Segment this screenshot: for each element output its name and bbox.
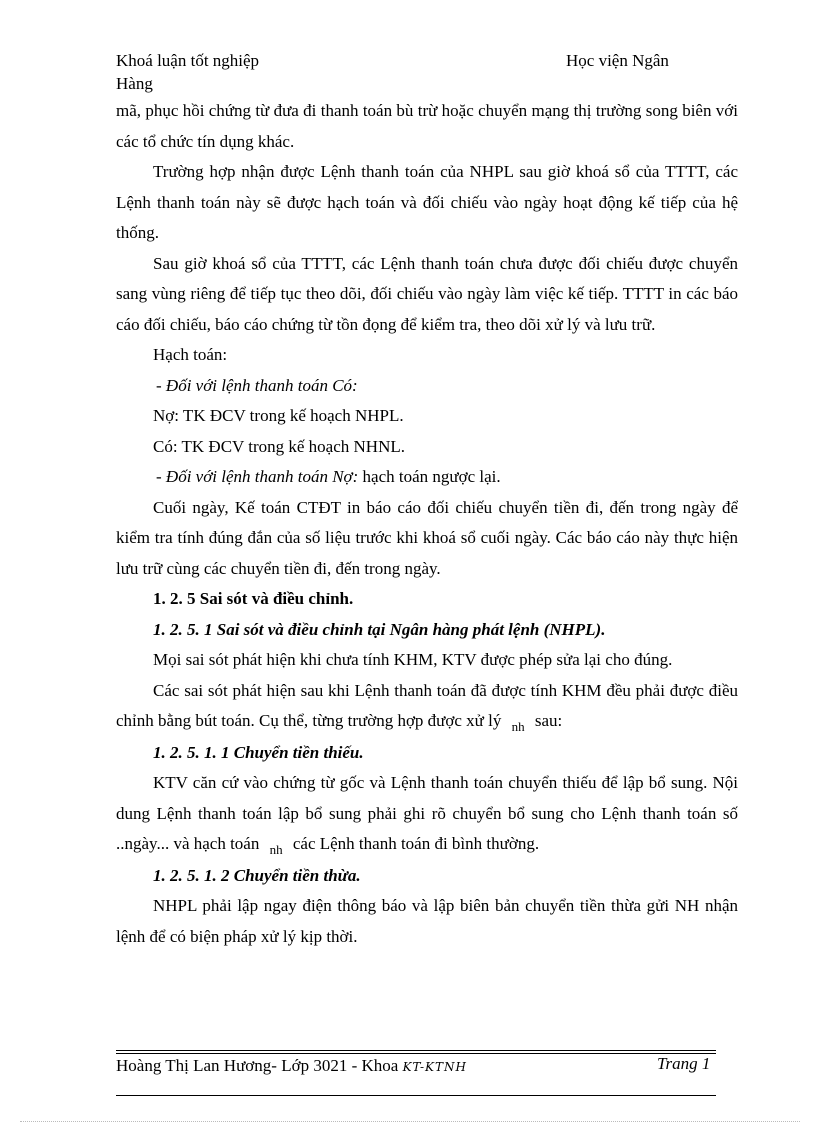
paragraph: Sau giờ khoá sổ của TTTT, các Lệnh thanh toán chưa được đối chiếu được chuyển sang vùng riêng để tiếp tục theo dõi, đối chiếu vào ngày làm việc kế tiếp. TTTT in các báo cáo đối chiếu, báo cáo chứng từ tồn đọng để kiểm tra, theo dõi xử lý và lưu trữ.: [116, 253, 738, 334]
paragraph: Trường hợp nhận được Lệnh thanh toán của NHPL sau giờ khoá sổ của TTTT, các Lệnh thanh toán này sẽ được hạch toán và đối chiếu vào ngày hoạt động kế tiếp của hệ thống.: [116, 162, 738, 242]
header-institution-wrap: Hàng: [116, 74, 153, 93]
paragraph-entry: Nợ: TK ĐCV trong kế hoạch NHPL.: [153, 406, 404, 425]
footer-department: KT-KTNH: [402, 1060, 467, 1074]
paragraph-case: [116, 462, 738, 493]
case-text: hạch toán ngược lại.: [358, 467, 501, 486]
document-body: [116, 96, 738, 952]
section-heading: 1. 2. 5 Sai sót và điều chỉnh.: [153, 589, 354, 608]
paragraph: Cuối ngày, Kế toán CTĐT in báo cáo đối chiếu chuyển tiền đi, đến trong ngày để kiểm tra tính đúng đắn của số liệu trước khi khoá sổ cuối ngày. Các báo cáo này thực hiện lưu trữ cùng các chuyển tiền đi, đến trong ngày.: [116, 497, 738, 578]
page-number: Trang 1: [657, 1054, 711, 1073]
subscript-text: nh: [269, 842, 283, 857]
footer-author-text: Hoàng Thị Lan Hương- Lớp 3021 - Khoa: [116, 1056, 403, 1075]
paragraph-label: Hạch toán:: [153, 345, 228, 364]
paragraph: Mọi sai sót phát hiện khi chưa tính KHM, KTV được phép sửa lại cho đúng.: [153, 650, 673, 669]
paragraph-text: sau:: [534, 711, 563, 730]
subsection-heading: 1. 2. 5. 1. 2 Chuyển tiền thừa.: [153, 865, 361, 885]
subsection-heading: 1. 2. 5. 1. 1 Chuyển tiền thiếu.: [153, 742, 364, 762]
header-thesis-title: Khoá luận tốt nghiệp: [116, 51, 260, 70]
paragraph-text: các Lệnh thanh toán đi bình thường.: [292, 834, 540, 853]
paragraph-text: KTV căn cứ vào chứng từ gốc và Lệnh thanh toán chuyển thiếu để lập bổ sung. Nội dung Lệnh thanh toán lập bổ sung phải ghi rõ chuyển bổ sung cho Lệnh thanh toán số ..ngày... và hạch toán: [116, 773, 738, 853]
subsection-heading: 1. 2. 5. 1 Sai sót và điều chỉnh tại Ngân hàng phát lệnh (NHPL).: [153, 619, 606, 639]
paragraph-continued: mã, phục hồi chứng từ đưa đi thanh toán bù trừ hoặc chuyển mạng thị trường song biên với các tổ chức tín dụng khác.: [116, 101, 738, 151]
footer-author: [116, 1055, 467, 1078]
footer-rule: [116, 1053, 716, 1054]
paragraph: NHPL phải lập ngay điện thông báo và lập biên bản chuyển tiền thừa gửi NH nhận lệnh để có biện pháp xử lý kịp thời.: [116, 896, 738, 946]
header-institution: Học viện Ngân: [566, 51, 669, 70]
paragraph: [116, 676, 738, 738]
case-label: - Đối với lệnh thanh toán Nợ:: [156, 467, 359, 486]
footer-bottom-rule: [116, 1095, 716, 1096]
page-edge-dotted-line: [20, 1121, 800, 1122]
paragraph: [116, 768, 738, 861]
footer-rule: [116, 1050, 716, 1051]
paragraph-italic-case: - Đối với lệnh thanh toán Có:: [156, 375, 358, 395]
subscript-text: nh: [511, 719, 525, 734]
paragraph-entry: Có: TK ĐCV trong kế hoạch NHNL.: [153, 436, 405, 456]
paragraph-text: Các sai sót phát hiện sau khi Lệnh thanh toán đã được tính KHM đều phải được điều chỉnh bằng bút toán. Cụ thể, từng trường hợp được xử lý: [116, 680, 738, 730]
